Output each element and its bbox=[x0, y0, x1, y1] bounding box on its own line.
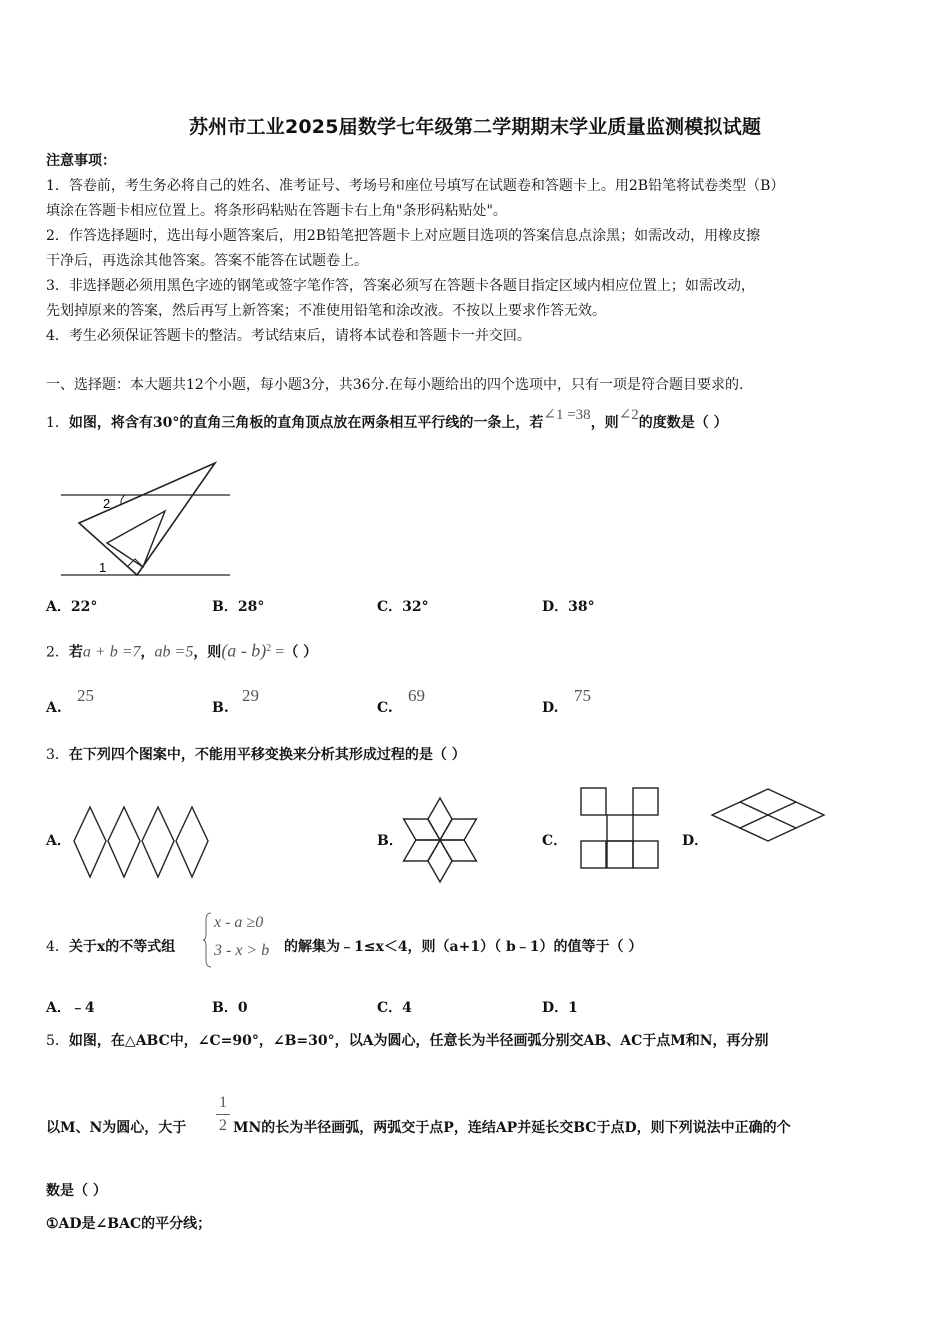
page-title: 苏州市工业2025届数学七年级第二学期期末学业质量监测模拟试题 bbox=[188, 116, 762, 138]
question-5-text-1: 如图，在△ABC中，∠C=90°，∠B=30°，以A为圆心，任意长为半径画弧分别交AB、AC于点M和N，再分别 bbox=[68, 1033, 769, 1049]
notice-line-1: 1．答卷前，考生务必将自己的姓名、准考证号、考场号和座位号填写在试题卷和答题卡上。用2B铅笔将试卷类型（B） bbox=[46, 178, 785, 194]
question-2-math-product: ab =5 bbox=[154, 643, 194, 661]
question-1-option-c[interactable]: C．32° bbox=[377, 599, 429, 615]
question-5-text-3: 数是（ ） bbox=[46, 1183, 107, 1199]
question-2-math-expression: (a - b) bbox=[221, 640, 267, 661]
question-5-fraction-denominator: 2 bbox=[219, 1117, 227, 1134]
question-2-option-d-label[interactable]: D. bbox=[542, 700, 559, 716]
question-2-math-equals: = bbox=[271, 643, 285, 661]
question-2-option-c-label[interactable]: C. bbox=[377, 700, 393, 716]
question-2-option-b-label[interactable]: B. bbox=[212, 700, 229, 716]
notice-heading: 注意事项： bbox=[46, 153, 116, 169]
question-3-figure-a bbox=[72, 805, 214, 879]
section-heading: 一、选择题：本大题共12个小题，每小题3分，共36分.在每小题给出的四个选项中，只有一项是符合题目要求的. bbox=[46, 377, 744, 393]
question-1-option-d[interactable]: D．38° bbox=[542, 599, 595, 615]
question-4-option-a[interactable]: A．﹣4 bbox=[46, 1000, 95, 1016]
question-1-figure-label-1: 1 bbox=[99, 560, 107, 575]
question-4-text-b: 的解集为﹣1≤x＜4，则（a+1）（ b﹣1）的值等于（ ） bbox=[284, 939, 643, 955]
question-5-fraction-numerator: 1 bbox=[219, 1094, 227, 1111]
question-4-number: 4． bbox=[46, 939, 69, 955]
question-2-option-b-value: 29 bbox=[242, 686, 259, 705]
question-3 bbox=[46, 746, 908, 764]
question-2-math-exponent: 2 bbox=[266, 643, 272, 654]
question-4-option-b[interactable]: B．0 bbox=[212, 1000, 248, 1016]
question-4-inequality-2: 3 - x > b bbox=[214, 942, 270, 959]
question-4-inequality-1: x - a ≥0 bbox=[214, 914, 264, 931]
question-3-figure-b bbox=[402, 798, 478, 882]
question-5-text-2a: 以M、N为圆心，大于 bbox=[46, 1120, 187, 1136]
question-2-text-c: ，则 bbox=[193, 644, 222, 661]
question-3-option-b-label[interactable]: B． bbox=[377, 833, 403, 849]
question-4-option-c[interactable]: C．4 bbox=[377, 1000, 412, 1016]
question-3-number: 3． bbox=[46, 747, 69, 763]
question-2 bbox=[46, 640, 908, 662]
question-5-line-1 bbox=[46, 1032, 908, 1050]
question-3-figure-c bbox=[580, 787, 660, 869]
question-2-option-d-value: 75 bbox=[574, 686, 591, 705]
question-1 bbox=[46, 407, 908, 432]
question-4-text-a: 关于x的不等式组 bbox=[68, 939, 176, 955]
question-5-number: 5． bbox=[46, 1033, 69, 1049]
notice-line-4: 干净后，再选涂其他答案。答案不能答在试题卷上。 bbox=[46, 253, 368, 269]
question-2-text-a: 若 bbox=[68, 644, 83, 661]
question-4-option-d[interactable]: D．1 bbox=[542, 1000, 578, 1016]
question-3-option-d-label[interactable]: D． bbox=[682, 833, 709, 849]
question-3-option-c-label[interactable]: C． bbox=[542, 833, 568, 849]
question-1-figure bbox=[55, 455, 240, 585]
question-4-prefix bbox=[46, 938, 175, 956]
question-3-option-a-label[interactable]: A． bbox=[46, 833, 71, 849]
question-5-fraction-bar bbox=[216, 1114, 230, 1115]
question-1-figure-label-2: 2 bbox=[103, 496, 111, 511]
question-5-statement-1: ①AD是∠BAC的平分线； bbox=[46, 1216, 212, 1232]
question-2-math-sum: a + b =7 bbox=[82, 643, 141, 661]
notice-line-2: 填涂在答题卡相应位置上。将条形码粘贴在答题卡右上角"条形码粘贴处"。 bbox=[46, 203, 507, 219]
question-2-text-d: （ ） bbox=[284, 644, 318, 661]
question-1-text-a: 如图，将含有30°的直角三角板的直角顶点放在两条相互平行线的一条上，若 bbox=[68, 415, 544, 431]
question-1-math-angle1: ∠1 =38 bbox=[543, 407, 591, 423]
question-2-option-a-label[interactable]: A. bbox=[46, 700, 62, 716]
notice-line-5: 3．非选择题必须用黑色字迹的钢笔或签字笔作答，答案必须写在答题卡各题目指定区域内相应位置上；如需改动， bbox=[46, 278, 755, 294]
question-1-math-angle2: ∠2 bbox=[618, 407, 639, 423]
notice-line-3: 2．作答选择题时，选出每小题答案后，用2B铅笔把答题卡上对应题目选项的答案信息点涂黑；如需改动，用橡皮擦 bbox=[46, 228, 761, 244]
question-2-text-b: ， bbox=[140, 644, 155, 661]
notice-line-7: 4．考生必须保证答题卡的整洁。考试结束后，请将本试卷和答题卡一并交回。 bbox=[46, 328, 531, 344]
question-4-brace bbox=[202, 912, 212, 968]
question-2-option-a-value: 25 bbox=[77, 686, 94, 705]
question-1-text-c: 的度数是（ ） bbox=[638, 415, 728, 431]
question-1-option-a[interactable]: A．22° bbox=[46, 599, 98, 615]
question-1-number: 1． bbox=[46, 415, 69, 431]
question-1-text-b: ，则 bbox=[590, 415, 619, 431]
question-1-option-b[interactable]: B．28° bbox=[212, 599, 265, 615]
question-5-text-2b: MN的长为半径画弧，两弧交于点P，连结AP并延长交BC于点D，则下列说法中正确的个 bbox=[233, 1120, 791, 1136]
question-2-number: 2． bbox=[46, 644, 69, 661]
notice-line-6: 先划掉原来的答案，然后再写上新答案；不准使用铅笔和涂改液。不按以上要求作答无效。 bbox=[46, 303, 606, 319]
question-3-figure-d bbox=[710, 787, 826, 843]
question-2-option-c-value: 69 bbox=[408, 686, 425, 705]
question-3-text: 在下列四个图案中，不能用平移变换来分析其形成过程的是（ ） bbox=[68, 747, 466, 763]
